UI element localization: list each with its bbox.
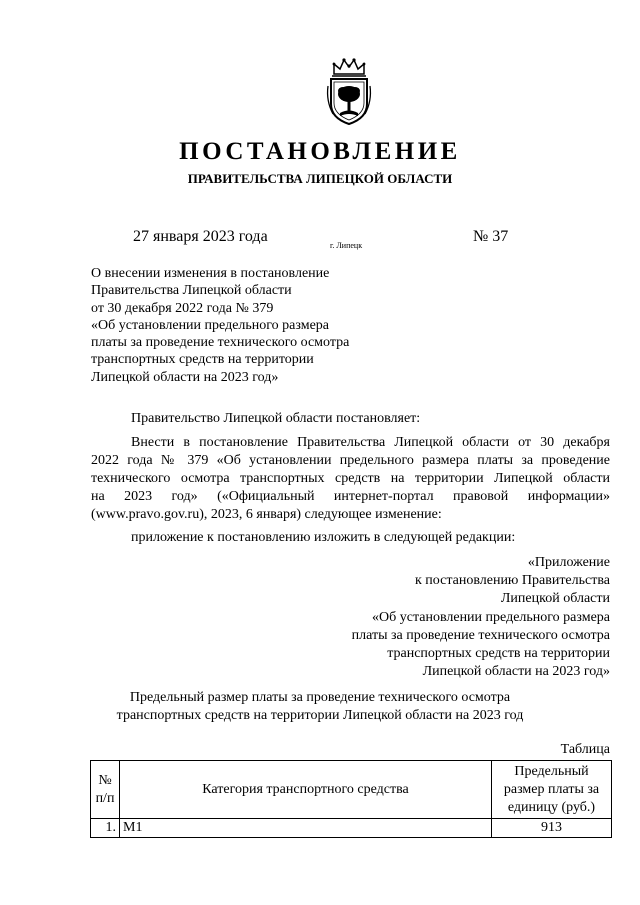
table-title-line: Предельный размер платы за проведение технического осмотра (129, 690, 511, 705)
appendix-header (352, 554, 610, 681)
subject-line: Липецкой области на 2023 год» (91, 369, 279, 385)
table-title (0, 689, 640, 725)
header-price (492, 761, 612, 819)
document-number: № 37 (473, 228, 509, 245)
page-subtitle: ПРАВИТЕЛЬСТВА ЛИПЕЦКОЙ ОБЛАСТИ (187, 171, 453, 186)
body-line: (www.pravo.gov.ru), 2023, 6 января) следующее изменение: (91, 507, 442, 522)
appendix-line: «Об установлении предельного размера (372, 609, 610, 625)
subject-line: Правительства Липецкой области (91, 283, 292, 299)
table-caption: Таблица (560, 742, 610, 757)
document-city: г. Липецк (330, 241, 363, 250)
subject-line: транспортных средств на территории (91, 352, 314, 368)
header-number-line: п/п (95, 790, 115, 806)
document-subject (91, 265, 349, 386)
table-header-row (91, 761, 612, 819)
subject-line: «Об установлении предельного размера (91, 317, 329, 333)
instruction-text: приложение к постановлению изложить в следующей редакции: (131, 530, 516, 545)
table-title-line: транспортных средств на территории Липецкой области на 2023 год (116, 708, 524, 723)
body-line: технического осмотра транспортных средств на территории Липецкой области (91, 471, 610, 486)
body-paragraph (91, 434, 610, 524)
page-title: ПОСТАНОВЛЕНИЕ (179, 138, 461, 165)
cell-number: 1. (91, 819, 120, 838)
cell-category: M1 (120, 819, 492, 838)
appendix-line: Липецкой области (500, 591, 610, 607)
body-line: 2022 года № 379 «Об установлении предельного размера платы за проведение (91, 453, 610, 468)
appendix-line: платы за проведение технического осмотра (351, 627, 610, 643)
header-category: Категория транспортного средства (120, 761, 492, 819)
price-table (90, 760, 612, 838)
document-date: 27 января 2023 года (133, 228, 268, 245)
body-line: на 2023 год» («Официальный интернет-портал правовой информации» (91, 489, 610, 504)
appendix-line: к постановлению Правительства (414, 573, 610, 589)
cell-price: 913 (492, 819, 612, 838)
appendix-line: «Приложение (527, 555, 610, 570)
table-row (91, 819, 612, 838)
header-number (91, 761, 120, 819)
coat-of-arms-icon (325, 56, 373, 126)
preamble-text: Правительство Липецкой области постановляет: (131, 411, 421, 426)
body-line: Внести в постановление Правительства Липецкой области от 30 декабря (131, 435, 610, 450)
appendix-line: транспортных средств на территории (387, 646, 610, 662)
header-price-line: размер платы за (503, 781, 600, 797)
header-price-line: Предельный (514, 763, 589, 779)
subject-line: от 30 декабря 2022 года № 379 (91, 300, 274, 316)
subject-line: платы за проведение технического осмотра (91, 335, 350, 351)
appendix-line: Липецкой области на 2023 год» (422, 664, 610, 680)
subject-line: О внесении изменения в постановление (91, 266, 330, 281)
header-price-line: единицу (руб.) (507, 799, 596, 815)
header-number-line: № (98, 772, 112, 788)
